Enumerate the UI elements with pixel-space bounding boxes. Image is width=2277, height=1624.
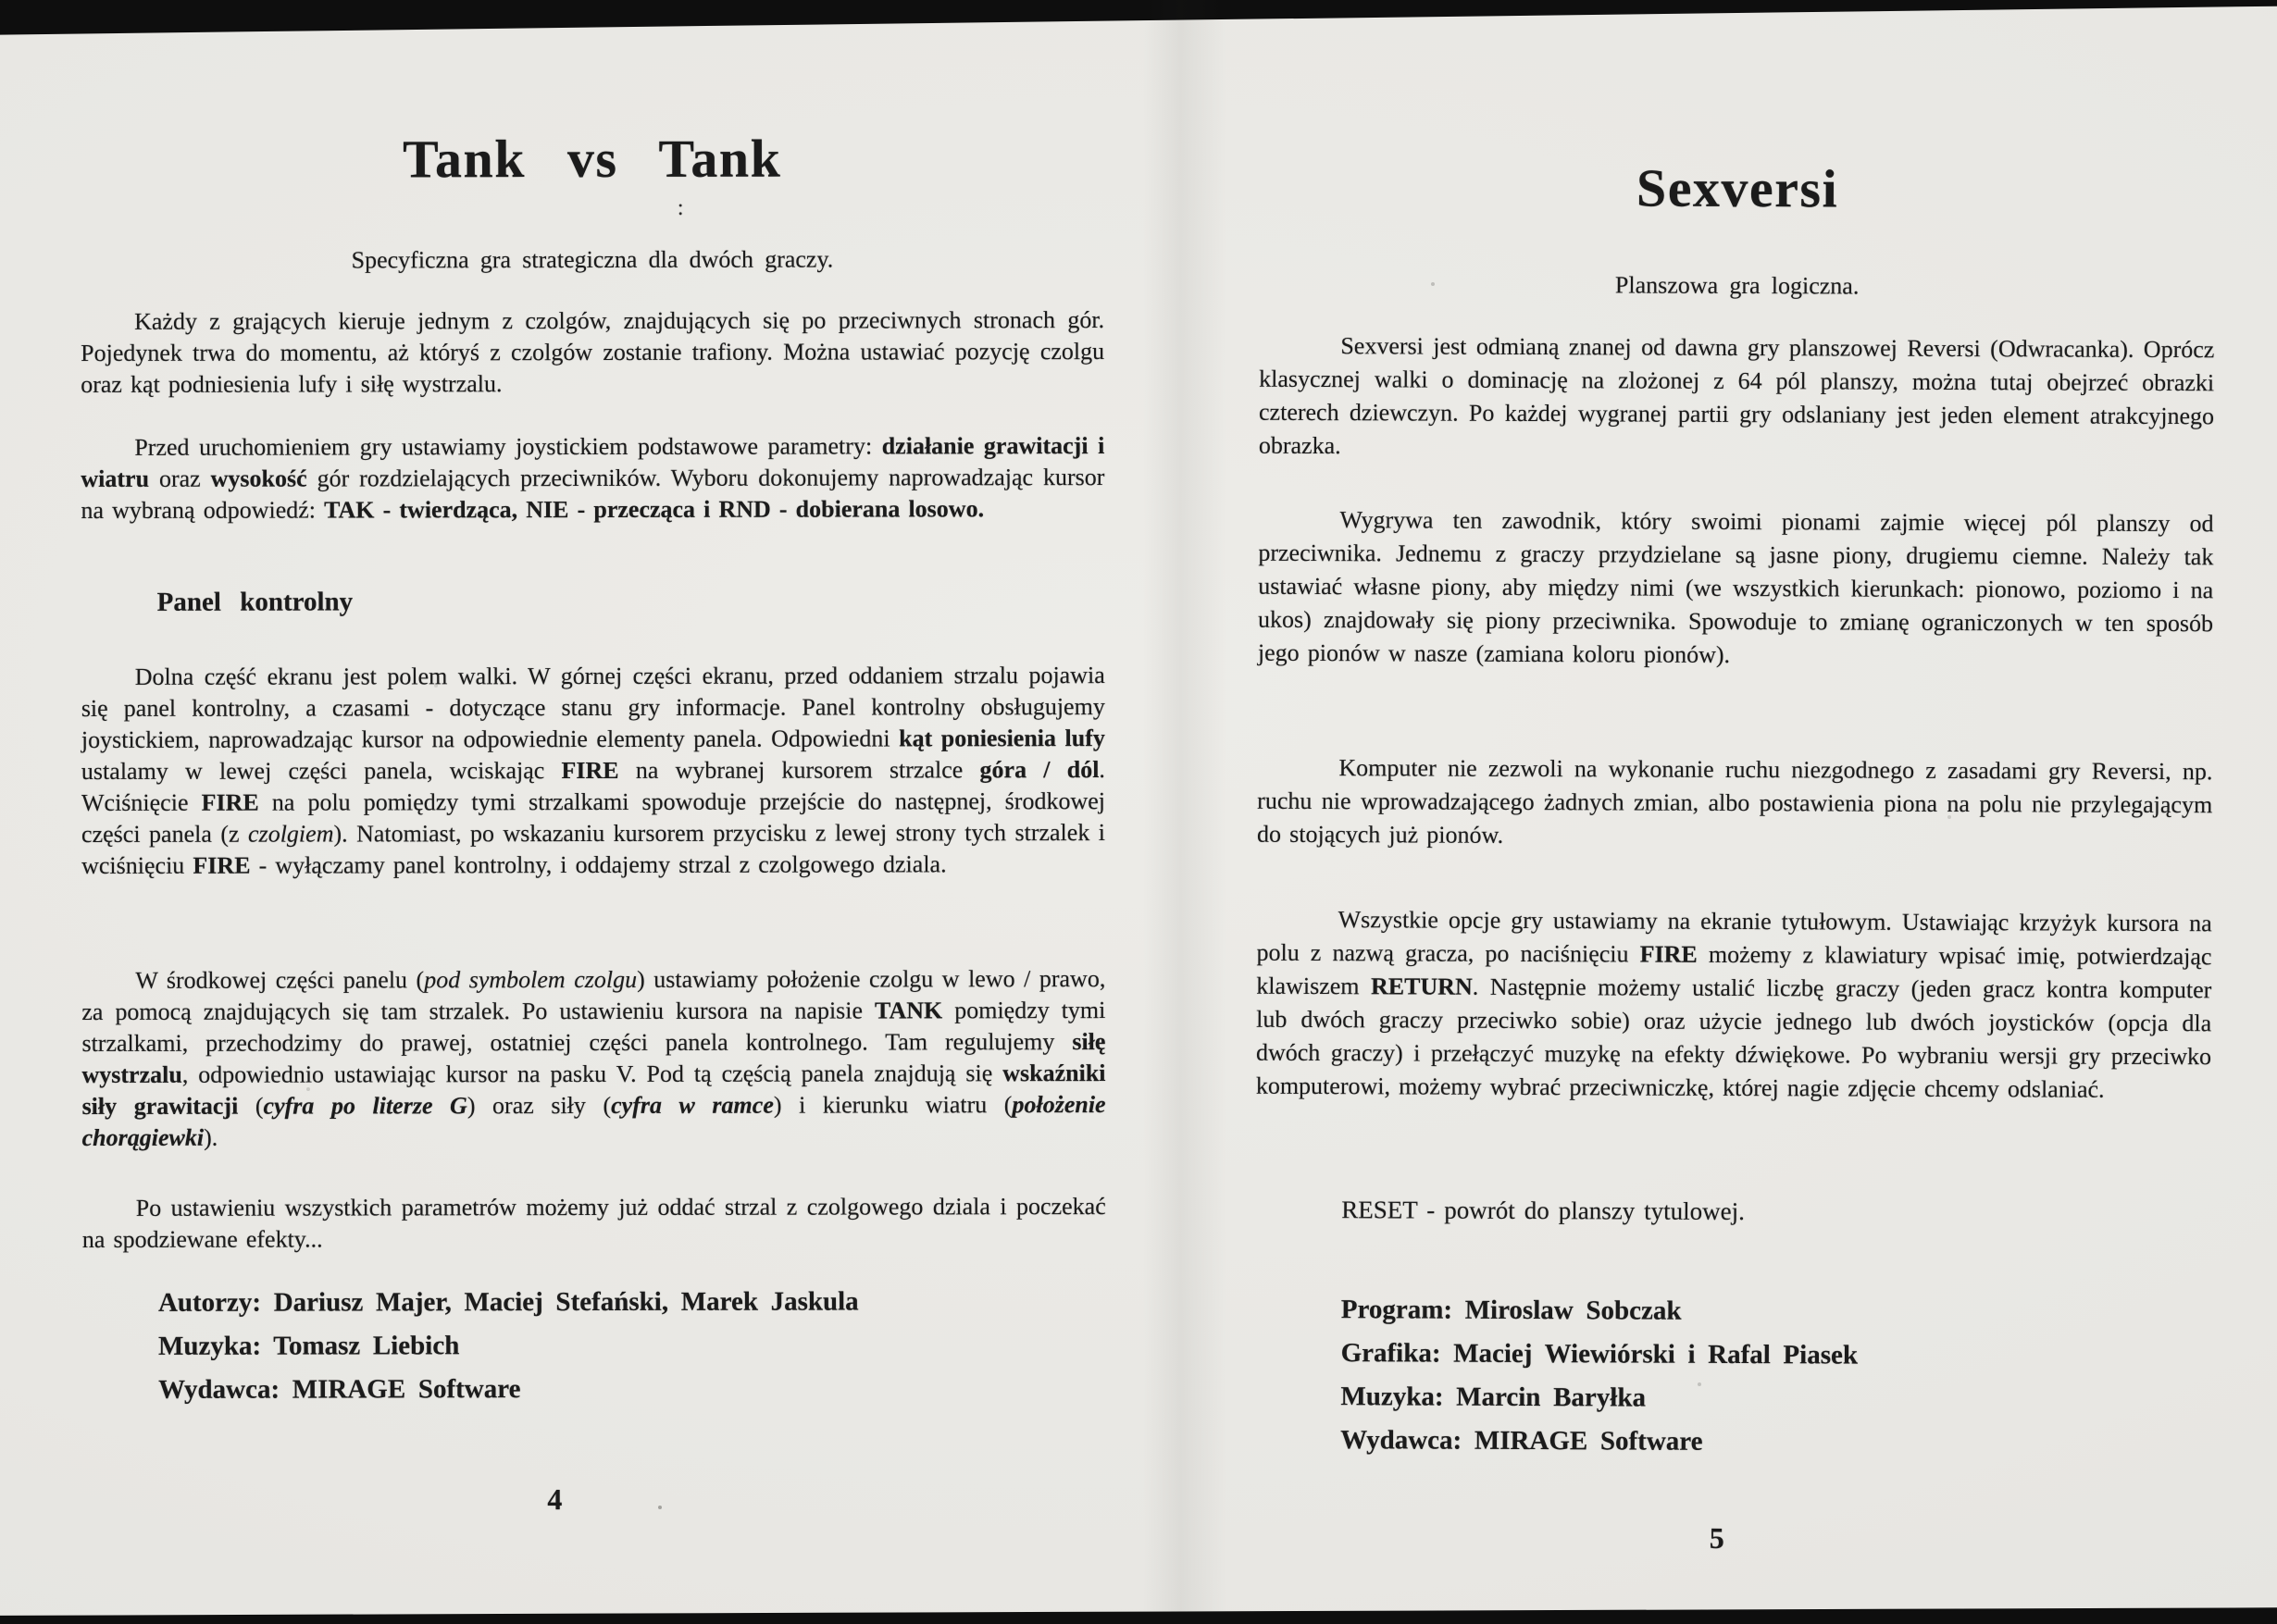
credit-program: Program: Miroslaw Sobczak (1340, 1295, 1682, 1326)
text-segment: ) ustawiamy położenie czolgu w lewo / prawo, za pomocą znajdujących się tam strzalek. Po ustawieniu kursora na napisie (81, 965, 1106, 1025)
text-segment: na wybranej kursorem strzalce (618, 756, 980, 784)
text-segment: Przed uruchomieniem gry ustawiamy joystickiem podstawowe parametry: (134, 432, 882, 461)
bold-phrase: kąt poniesienia lufy (899, 725, 1105, 752)
credits-block (1340, 1288, 1858, 1464)
game-tagline: Specyficzna gra strategiczna dla dwóch graczy. (351, 245, 834, 274)
text-segment: gór rozdzielających przeciwników. Wyboru dokonujemy naprowadzając kursor na wybraną odpowiedź: (81, 464, 1105, 524)
term-return: RETURN (1370, 973, 1473, 1000)
scan-artifact-colon: : (677, 195, 684, 220)
text-segment: . Wciśnięcie (81, 756, 1105, 816)
bold-phrase: góra / dól (979, 756, 1100, 784)
bold-phrase: siłę wystrzalu (81, 1028, 1106, 1088)
bold-phrase: działanie grawitacji i wiatru (81, 432, 1105, 492)
text-segment: W środkowej części panelu ( (135, 966, 425, 994)
text-segment: , odpowiednio ustawiając kursor na pasku V. Pod tą częścią panela znajdują się (181, 1060, 1003, 1088)
credit-graphics: Grafika: Maciej Wiewiórski i Rafal Piasek (1340, 1338, 1859, 1370)
text-segment: możemy z klawiatury wpisać imię, potwierdzając klawiszem (1256, 940, 2212, 1000)
italic-term: czolgiem (248, 820, 334, 848)
answer-options: TAK - twierdząca, NIE - przecząca i RND - dobierana losowo. (324, 495, 985, 524)
text-segment: ustalamy w lewej części panela, wciskając (81, 757, 562, 785)
text-segment: pomiędzy tymi strzalkami, przechodzimy do prawej, ostatniej części panela kontrolnego. Tam regulujemy (81, 997, 1106, 1057)
text-segment: Dolna część ekranu jest polem walki. W górnej części ekranu, przed oddaniem strzalu pojawia się panel kontrolny, a czasami - dotyczące stanu gry informacje. Panel kontrolny obsługujemy joystickiem, naprowadzając kursor na odpowiednie elementy panela. Odpowiedni (81, 662, 1105, 753)
text-segment: oraz (149, 465, 211, 492)
text-segment: ) i kierunku wiatru ( (773, 1091, 1013, 1119)
section-heading-panel-kontrolny: Panel kontrolny (156, 587, 354, 617)
closing-paragraph: Po ustawieniu wszystkich parametrów możemy już oddać strzal z czolgowego dziala i poczekać na spodziewane efekty... (81, 1193, 1106, 1253)
rules-paragraph: Wygrywa ten zawodnik, który swoimi pionami zajmie więcej pól planszy od przeciwnika. Jednemu z graczy przydzielane są jasne piony, drugiemu ciemne. Należy tak ustawiać własne piony, aby między nimi (we wszystkich kierunkach: pionowo, poziomo i na ukos) znajdowały się piony przeciwnika. Spowoduje to zmianę ograniczonych w ten sposób jego pionów w nasze (zamiana koloru pionów). (1257, 506, 2214, 668)
italic-note: pod symbolem czolgu (424, 965, 638, 994)
term-fire: FIRE (1639, 940, 1698, 968)
text-segment: . Następnie możemy ustalić liczbę graczy (jeden gracz kontra komputer lub dwóch graczy przeciwko sobie) oraz użycie jednego lub dwóch joysticków (opcja dla dwóch graczy) i przełączyć muzykę na efekty dźwiękowe. Po wybraniu wersji gry przeciwko komputerowi, możemy wybrać przeciwniczkę, której nagie zdjęcie chcemy odslaniać. (1255, 973, 2212, 1103)
game-tagline: Planszowa gra logiczna. (1614, 271, 1860, 300)
text-segment: na polu pomiędzy tymi strzalkami spowoduje przejście do następnej, środkowej części panela (z (81, 787, 1106, 848)
page-tank-vs-tank (80, 0, 1106, 1624)
term-fire: FIRE (193, 851, 251, 879)
page-number-left: 4 (547, 1482, 563, 1517)
intro-paragraph: Sexversi jest odmianą znanej od dawna gry planszowej Reversi (Odwracanka). Oprócz klasycznej walki o dominację na zlożonej z 64 pól planszy, można tutaj obejrzeć obrazki czterech dziewczyn. Po każdej wygranej partii gry odslaniany jest jeden element atrakcyjnego obrazka. (1258, 332, 2215, 460)
scan-noise-specks (0, 0, 2, 2)
credits-block (158, 1281, 859, 1412)
computer-rules-paragraph: Komputer nie zezwoli na wykonanie ruchu niezgodnego z zasadami gry Reversi, np. ruchu nie wprowadzającego żadnych zmian, albo postawienia piona na polu nie przylegającym do stojących już pionów. (1256, 754, 2213, 849)
text-segment: ). (204, 1123, 218, 1151)
page-sexversi (1253, 0, 2216, 1624)
options-paragraph (1256, 903, 2212, 1108)
credit-publisher: Wydawca: MIRAGE Software (1340, 1425, 1703, 1457)
italic-note: cyfra po literze G (263, 1092, 467, 1120)
credit-publisher: Wydawca: MIRAGE Software (158, 1374, 521, 1405)
bold-phrase: wysokość (210, 465, 307, 492)
page-number-right: 5 (1709, 1520, 1724, 1555)
page-title: Sexversi (1636, 157, 1839, 219)
credit-authors: Autorzy: Dariusz Majer, Maciej Stefański, Marek Jaskula (157, 1286, 859, 1318)
bold-phrase: wskaźniki siły grawitacji (81, 1060, 1106, 1120)
text-segment: Wszystkie opcje gry ustawiamy na ekranie tytułowym. Ustawiając krzyżyk kursora na polu z nazwą gracza, po naciśnięciu (1256, 906, 2212, 968)
control-panel-paragraph (81, 660, 1105, 882)
italic-note: położenie chorągiewki (81, 1091, 1106, 1151)
credit-music: Muzyka: Marcin Baryłka (1340, 1382, 1647, 1413)
page-gutter-shadow (1143, 0, 1226, 1624)
text-segment: ) oraz siły ( (467, 1091, 612, 1120)
text-segment: ). Natomiast, po wskazaniu kursorem przycisku z lewej strony tych strzalek i wciśnięciu (81, 819, 1106, 879)
credit-music: Muzyka: Tomasz Liebich (157, 1331, 460, 1361)
italic-note: cyfra w ramce (611, 1091, 774, 1119)
term-fire: FIRE (201, 788, 259, 816)
page-title: Tank vs Tank (403, 128, 782, 190)
reset-note: RESET - powrót do planszy tytulowej. (1341, 1196, 1746, 1226)
setup-paragraph (81, 430, 1104, 527)
middle-panel-paragraph (81, 963, 1105, 1154)
text-segment: ( (238, 1092, 264, 1120)
term-fire: FIRE (561, 756, 619, 785)
term-tank: TANK (875, 997, 943, 1024)
text-segment: - wyłączamy panel kontrolny, i oddajemy strzal z czolgowego dziala. (250, 850, 947, 879)
intro-paragraph: Każdy z grających kieruje jednym z czolgów, znajdujących się po przeciwnych stronach gór. Pojedynek trwa do momentu, aż któryś z czolgów zostanie trafiony. Można ustawiać pozycję czolgu oraz kąt podniesienia lufy i siłę wystrzalu. (81, 306, 1105, 398)
